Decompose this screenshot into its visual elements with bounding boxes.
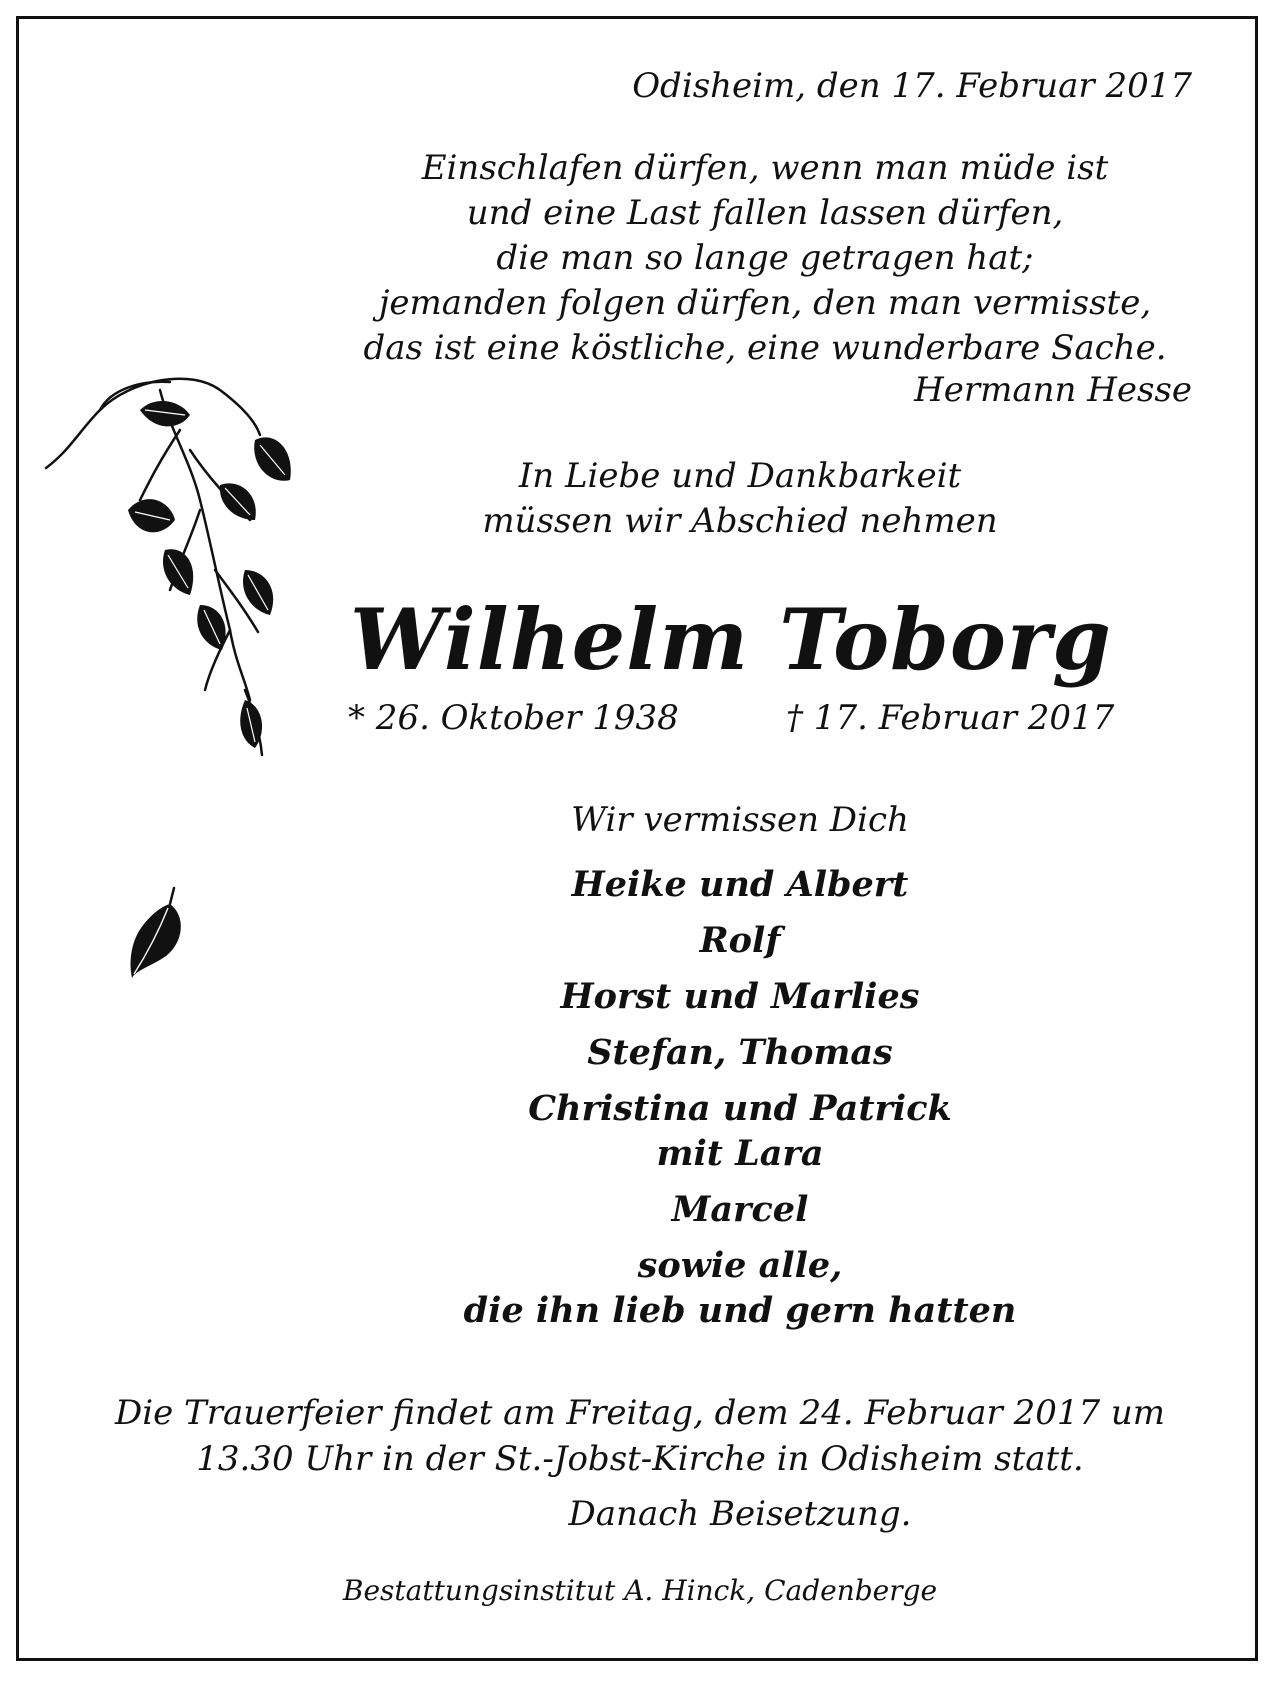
mourners-heading: Wir vermissen Dich (571, 800, 909, 840)
burial-note: Danach Beisetzung. (568, 1494, 912, 1534)
quote-line: jemanden folgen dürfen, den man vermisste, (378, 283, 1152, 323)
quote-line: Einschlafen dürfen, wenn man müde ist (421, 148, 1109, 188)
mourner-group (400, 1030, 1080, 1075)
intro-line: müssen wir Abschied nehmen (482, 501, 998, 541)
ceremony-line: Die Trauerfeier findet am Freitag, dem 24. Februar 2017 um (114, 1393, 1166, 1433)
mourner-group (400, 1187, 1080, 1232)
ceremony-info (40, 1390, 1240, 1482)
mourner-line: Rolf (699, 920, 781, 961)
hesse-quote (330, 146, 1200, 371)
mourner-line: Stefan, Thomas (587, 1032, 893, 1073)
mourner-group (400, 918, 1080, 963)
mourner-line: mit Lara (656, 1133, 824, 1174)
mourner-group (400, 1086, 1080, 1176)
place-date: Odisheim, den 17. Februar 2017 (632, 66, 1192, 106)
mourner-line: Christina und Patrick (528, 1088, 952, 1129)
undertaker-credit: Bestattungsinstitut A. Hinck, Cadenberge (342, 1574, 938, 1607)
quote-author: Hermann Hesse (914, 370, 1192, 410)
birch-branch-icon (40, 370, 320, 770)
mourners-list (400, 862, 1080, 1344)
farewell-intro (400, 454, 1080, 544)
quote-line: das ist eine köstliche, eine wunderbare Sache. (363, 328, 1167, 368)
mourner-line: sowie alle, (637, 1245, 843, 1286)
birth-date: * 26. Oktober 1938 (348, 698, 679, 738)
mourner-line: Heike und Albert (571, 864, 909, 905)
mourner-line: Marcel (671, 1189, 809, 1230)
mourner-group (400, 1243, 1080, 1333)
mourner-line: Horst und Marlies (560, 976, 920, 1017)
intro-line: In Liebe und Dankbarkeit (518, 456, 962, 496)
deceased-name: Wilhelm Toborg (350, 590, 1112, 689)
quote-line: und eine Last fallen lassen dürfen, (466, 193, 1064, 233)
mourner-group (400, 974, 1080, 1019)
mourner-line: die ihn lieb und gern hatten (463, 1290, 1017, 1331)
death-date: † 17. Februar 2017 (786, 698, 1115, 738)
leaf-icon (126, 882, 196, 982)
mourner-group (400, 862, 1080, 907)
ceremony-line: 13.30 Uhr in der St.-Jobst-Kirche in Odisheim statt. (196, 1439, 1084, 1479)
quote-line: die man so lange getragen hat; (496, 238, 1034, 278)
